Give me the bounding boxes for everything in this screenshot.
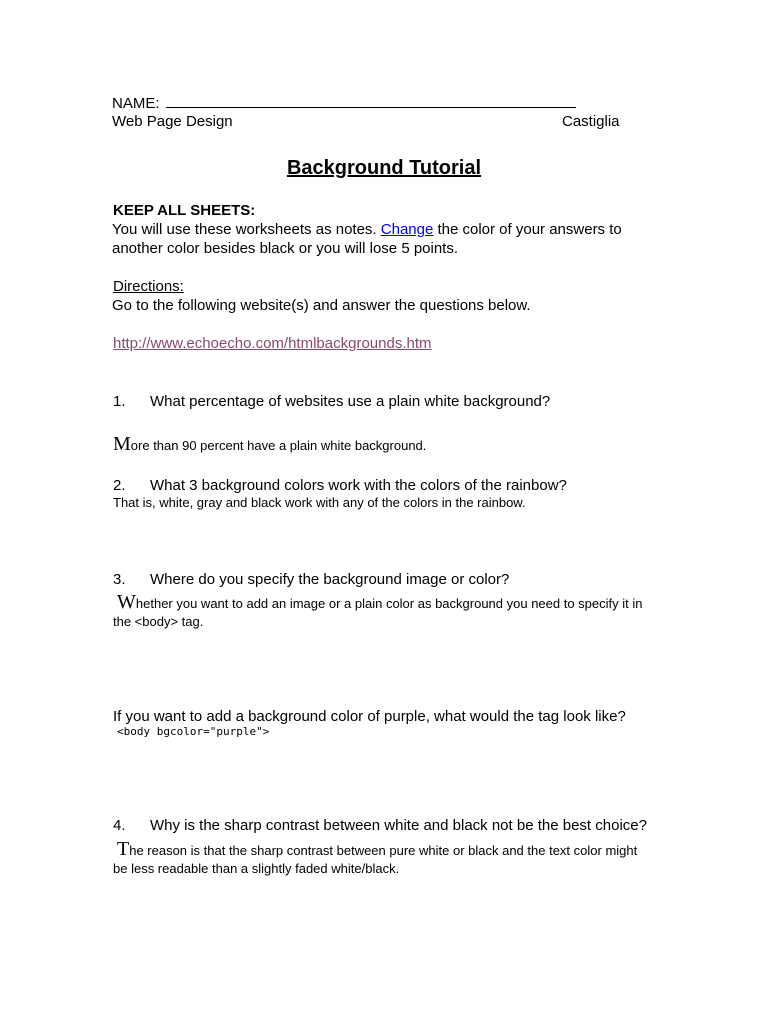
answer-3-line-2: the <body> tag. — [113, 614, 204, 629]
question-3-number: 3. — [113, 571, 126, 588]
answer-4-dropcap: T — [117, 838, 130, 860]
intro-line-2: another color besides black or you will lose 5 points. — [112, 240, 459, 257]
question-3-text: Where do you specify the background image or color? — [150, 571, 510, 588]
answer-4-text: he reason is that the sharp contrast between pure white or black and the text color might — [129, 843, 638, 858]
course-label: Web Page Design — [112, 113, 233, 130]
question-1 — [113, 392, 550, 411]
answer-4-line-1 — [117, 840, 637, 860]
question-4-text: Why is the sharp contrast between white and black not be the best choice? — [150, 817, 647, 834]
name-label: NAME: — [112, 95, 160, 112]
answer-3-text: hether you want to add an image or a plain color as background you need to specify it in — [135, 596, 643, 611]
directions-heading: Directions: — [113, 278, 184, 295]
purple-code-answer: <body bgcolor="purple"> — [117, 725, 270, 738]
answer-3-line-1 — [117, 593, 642, 613]
answer-2: That is, white, gray and black work with any of the colors in the rainbow. — [113, 495, 526, 510]
name-blank-line — [166, 93, 576, 108]
question-2-number: 2. — [113, 477, 126, 494]
directions-text: Go to the following website(s) and answer the questions below. — [112, 297, 531, 314]
teacher-label: Castiglia — [562, 113, 620, 130]
question-2-text: What 3 background colors work with the colors of the rainbow? — [150, 477, 567, 494]
intro-text-pre: You will use these worksheets as notes. — [112, 221, 381, 238]
answer-3-dropcap: W — [117, 591, 136, 613]
intro-text-post: the color of your answers to — [433, 221, 622, 238]
question-4-number: 4. — [113, 817, 126, 834]
echoecho-url-link[interactable]: http://www.echoecho.com/htmlbackgrounds.htm — [113, 335, 432, 352]
answer-1-dropcap: M — [113, 433, 131, 455]
answer-4-line-2: be less readable than a slightly faded white/black. — [113, 861, 400, 876]
answer-1-text: ore than 90 percent have a plain white background. — [130, 438, 427, 453]
answer-1 — [113, 435, 426, 455]
question-1-number: 1. — [113, 393, 126, 410]
change-link[interactable]: Change — [380, 221, 434, 238]
question-1-text: What percentage of websites use a plain white background? — [150, 393, 551, 410]
page-title: Background Tutorial — [286, 157, 482, 179]
intro-line-1 — [112, 220, 622, 239]
keep-sheets-heading: KEEP ALL SHEETS: — [113, 202, 256, 219]
question-3 — [113, 570, 509, 589]
purple-question: If you want to add a background color of purple, what would the tag look like? — [113, 708, 626, 725]
name-row — [112, 93, 576, 113]
question-4 — [113, 816, 647, 835]
